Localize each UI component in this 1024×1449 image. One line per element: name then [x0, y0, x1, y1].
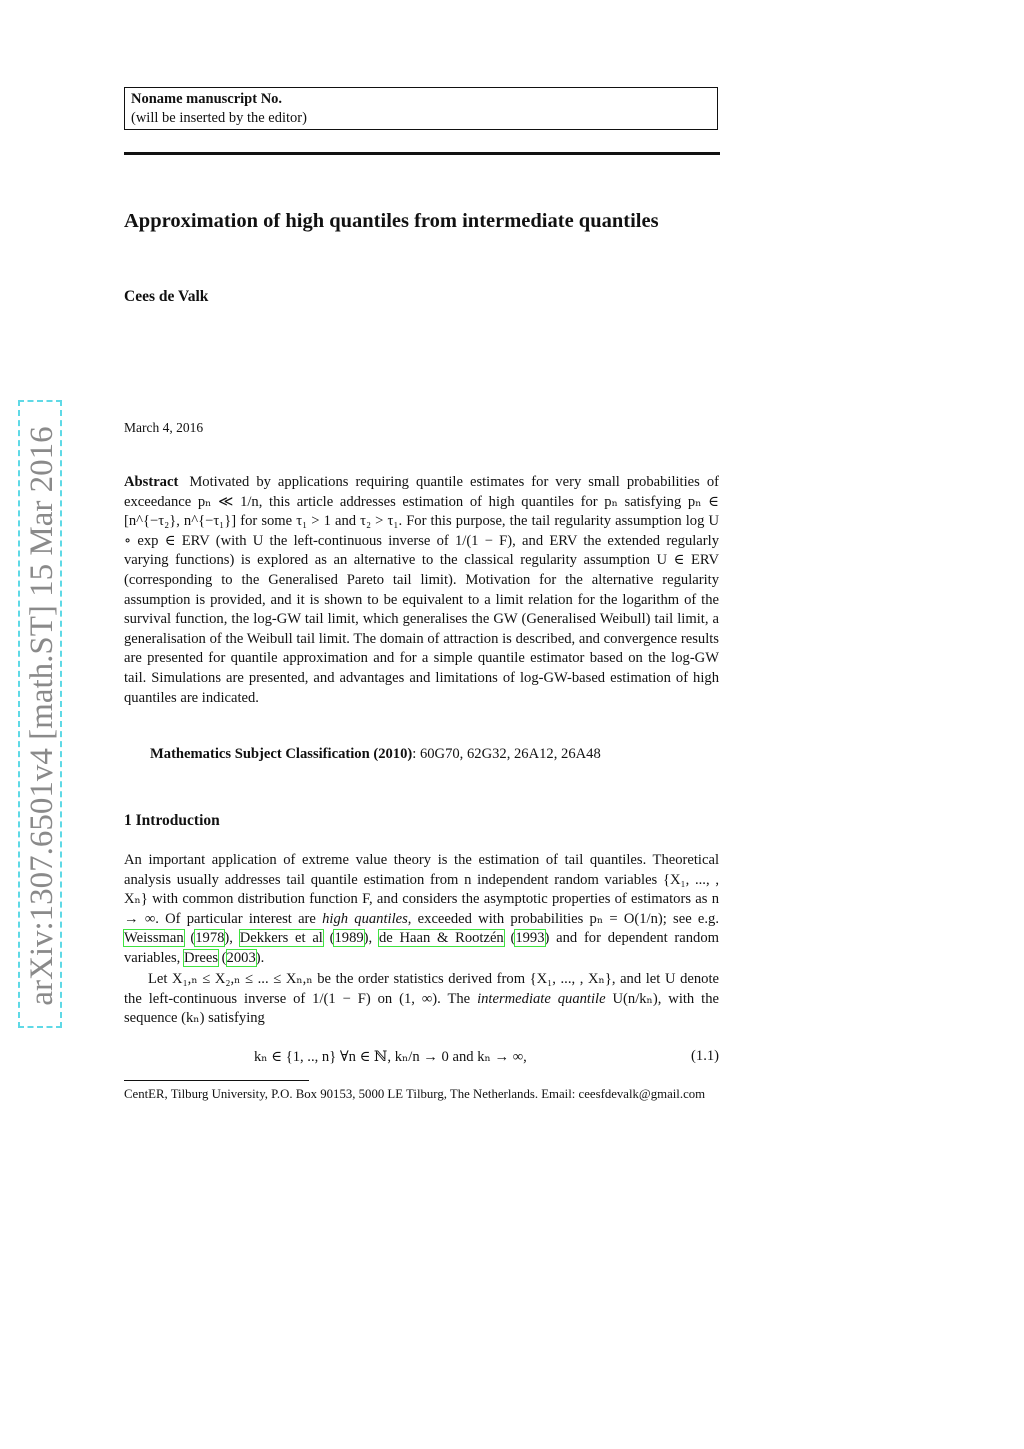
intro-text: U(n/kₙ), with the sequence (kₙ) satisfying	[124, 990, 719, 1027]
msc-label: Mathematics Subject Classification (2010)	[150, 746, 413, 762]
section-heading: 1 Introduction	[124, 812, 220, 829]
manuscript-info-box	[124, 87, 718, 130]
equation-1-1	[124, 1048, 719, 1070]
arxiv-stamp-link[interactable]	[18, 400, 62, 1028]
manuscript-number-label: Noname manuscript No.	[131, 91, 283, 107]
intro-text: and for dependent random variables,	[124, 930, 719, 966]
msc-classification	[150, 746, 601, 763]
paper-date: March 4, 2016	[124, 420, 204, 435]
intro-emphasis: intermediate quantile	[477, 990, 606, 1007]
author-name: Cees de Valk	[124, 288, 209, 305]
intro-paragraph-1: An important application of extreme value theory is the estimation of tail quantiles. Theoretical analysis usually addresses tail quantile estimation from n independent random variables {X₁, ..., , Xₙ} with common distribution function F, and considers the asymptotic properties of estimators as n → ∞. Of particular interest are high quantiles, exceeded with probabilities pₙ = O(1/n); see e.g. Weissman (1978), Dekkers et al (1989), de Haan & Rootzén (1993) and for dependent random variables, Drees (2003).	[124, 852, 719, 966]
intro-text: , exceeded with probabilities pₙ = O(1/n); see e.g.	[407, 910, 719, 927]
footnote-rule	[124, 1080, 309, 1081]
intro-text: Let X₁,ₙ ≤ X₂,ₙ ≤ ... ≤ Xₙ,ₙ be the order statistics derived from {X₁, ..., , Xₙ}, and let U denote the left-continuous inverse of 1/(1 − F) on (1, ∞). The	[124, 971, 719, 1007]
arxiv-identifier: arXiv:1307.6501v4 [math.ST] 15 Mar 2016	[24, 426, 60, 1006]
header-rule	[124, 152, 720, 155]
citation-dekkers-year[interactable]: 1989	[334, 930, 364, 947]
paper-title: Approximation of high quantiles from intermediate quantiles	[124, 210, 659, 232]
citation-weissman[interactable]: Weissman	[124, 930, 184, 947]
author-affiliation-footnote: CentER, Tilburg University, P.O. Box 90153, 5000 LE Tilburg, The Netherlands. Email: ceesfdevalk@gmail.com	[124, 1087, 706, 1101]
intro-text: An important application of extreme value theory is the estimation of tail quantiles. Theoretical analysis usually addresses tail quantile estimation from n independent random variables {X₁, ..., , Xₙ} with common distribution function F, and considers the asymptotic properties of estimators as n → ∞. Of particular interest are	[124, 852, 719, 927]
intro-paragraph-2	[124, 970, 719, 1029]
citation-dekkers[interactable]: Dekkers et al	[239, 930, 323, 947]
citation-dehaan[interactable]: de Haan & Rootzén	[378, 930, 504, 947]
citation-weissman-year[interactable]: 1978	[195, 930, 225, 947]
citation-drees-year[interactable]: 2003	[226, 949, 256, 966]
citation-drees[interactable]: Drees	[183, 949, 219, 966]
abstract-label: Abstract	[124, 474, 179, 490]
equation-number: (1.1)	[691, 1048, 719, 1064]
citation-dehaan-year[interactable]: 1993	[515, 930, 545, 947]
editor-note: (will be inserted by the editor)	[131, 110, 307, 126]
msc-codes: : 60G70, 62G32, 26A12, 26A48	[412, 746, 601, 762]
abstract	[124, 473, 719, 708]
intro-emphasis: high quantiles	[322, 910, 408, 927]
abstract-text: Motivated by applications requiring quantile estimates for very small probabilities of exceedance pₙ ≪ 1/n, this article addresses estimation of high quantiles for pₙ satisfying pₙ ∈ [n^{−τ₂}, n^{−τ₁}] for some τ₁ > 1 and τ₂ > τ₁. For this purpose, the tail regularity assumption log U ∘ exp ∈ ERV (with U the left-continuous inverse of 1/(1 − F), and ERV the extended regularly varying functions) is explored as an alternative to the classical regularity assumption U ∈ ERV (corresponding to the Generalised Pareto tail limit). Motivation for the alternative regularity assumption is provided, and it is shown to be equivalent to a limit relation for the logarithm of the survival function, the log-GW tail limit, which generalises the GW (Generalised Weibull) tail limit, a generalisation of the Weibull tail limit. The domain of attraction is described, and convergence results are presented for quantile approximation and for a simple quantile estimator based on the log-GW tail. Simulations are presented, and advantages and limitations of log-GW-based estimation of high quantiles are indicated.	[124, 474, 719, 706]
equation-body: kₙ ∈ {1, .., n} ∀n ∈ ℕ, kₙ/n → 0 and kₙ → ∞,	[254, 1049, 527, 1065]
